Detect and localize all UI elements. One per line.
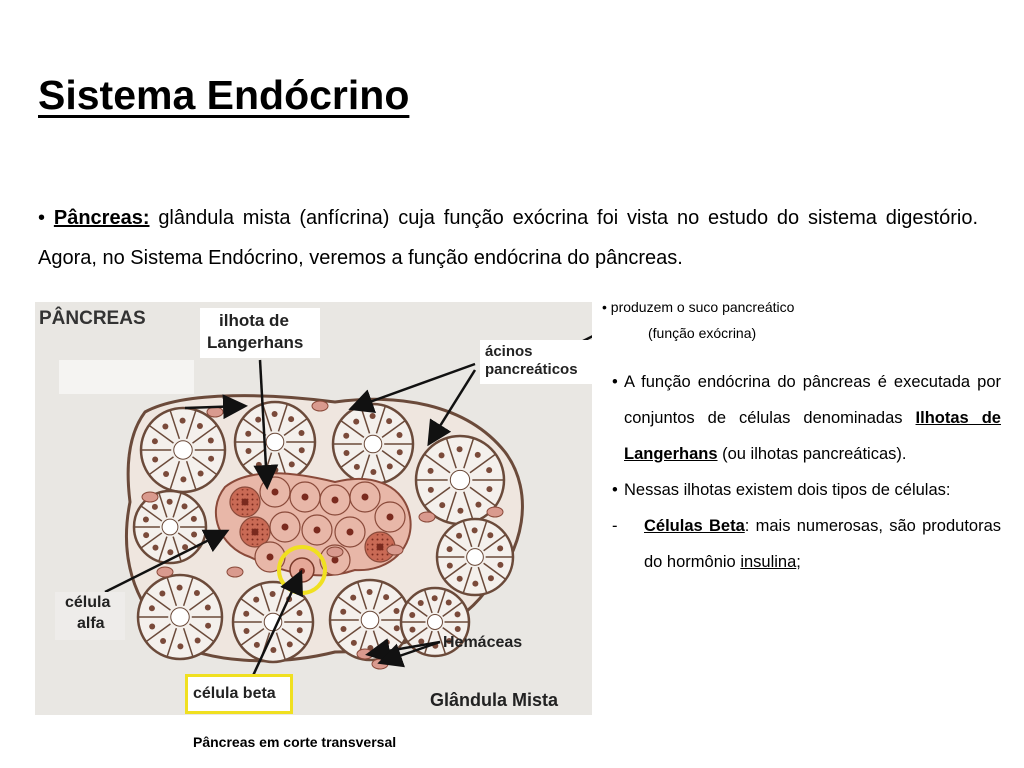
red-blood-cell	[227, 567, 243, 577]
bullet: •	[612, 373, 618, 391]
figure-heading: PÂNCREAS	[39, 308, 146, 329]
p1-text-b: (ou ilhotas pancreáticas).	[717, 445, 907, 463]
alfa-label-line1: célula	[65, 594, 111, 611]
ilhota-label-line2: Langerhans	[207, 333, 304, 352]
right-text-block	[612, 364, 1001, 580]
islet-cell	[375, 502, 405, 532]
hemaceas-label: Hemáceas	[443, 634, 523, 651]
ilhota-label-line1: ilhota de	[219, 311, 289, 330]
dash: -	[612, 517, 618, 535]
acinos-label-line1: ácinos	[485, 343, 533, 360]
alfa-label-line2: alfa	[77, 615, 105, 632]
intro-bullet: •	[38, 207, 46, 229]
acinus	[437, 519, 513, 595]
p3-text-a: : mais numerosas, são produtoras do hormônio	[644, 517, 1001, 571]
red-blood-cell	[327, 547, 343, 557]
term-ilhotas-de-langerhans: Ilhotas de Langerhans	[624, 409, 1001, 463]
islet-cell	[260, 477, 290, 507]
acinus	[333, 404, 413, 484]
figure-caption: Pâncreas em corte transversal	[193, 734, 397, 750]
intro-term: Pâncreas:	[53, 207, 150, 229]
page-title: Sistema Endócrino	[38, 72, 410, 118]
heading-mask	[59, 360, 194, 394]
acinos-label-line2: pancreáticos	[485, 361, 578, 378]
red-blood-cell	[487, 507, 503, 517]
islet-cell	[270, 512, 300, 542]
islet-cell	[350, 482, 380, 512]
p2-text: Nessas ilhotas existem dois tipos de células:	[624, 481, 951, 499]
exocrine-note-line2: (função exócrina)	[648, 325, 757, 341]
paragraph-cell-types	[612, 472, 1001, 508]
beta-label: célula beta	[193, 685, 276, 702]
p1-text-a: A função endócrina do pâncreas é executada por conjuntos de células denominadas	[624, 373, 1001, 427]
exocrine-note	[602, 294, 794, 346]
bullet: •	[612, 481, 618, 499]
acinus	[235, 402, 315, 482]
glandula-label: Glândula Mista	[430, 690, 559, 710]
red-blood-cell	[419, 512, 435, 522]
paragraph-beta-cells	[612, 508, 1001, 580]
islet-cell	[290, 482, 320, 512]
pancreas-figure	[35, 302, 592, 715]
red-blood-cell	[142, 492, 158, 502]
red-blood-cell	[157, 567, 173, 577]
islet-cell	[335, 517, 365, 547]
intro-text: glândula mista (anfícrina) cuja função exócrina foi vista no estudo do sistema digestório. Agora, no Sistema Endócrino, veremos a função endócrina do pâncreas.	[38, 207, 979, 269]
term-insulina: insulina	[740, 553, 797, 571]
exocrine-note-line1: • produzem o suco pancreático	[602, 299, 795, 315]
islet-cell	[230, 487, 260, 517]
islet-cell	[320, 485, 350, 515]
acinus	[141, 408, 225, 492]
red-blood-cell	[387, 545, 403, 555]
red-blood-cell	[312, 401, 328, 411]
acinus	[134, 491, 206, 563]
intro-paragraph	[38, 198, 978, 278]
red-blood-cell	[207, 407, 223, 417]
islet-cell	[302, 515, 332, 545]
paragraph-endocrine-function	[612, 364, 1001, 472]
p3-text-b: ;	[796, 553, 801, 571]
acinus	[138, 575, 222, 659]
term-celulas-beta: Células Beta	[644, 517, 745, 535]
